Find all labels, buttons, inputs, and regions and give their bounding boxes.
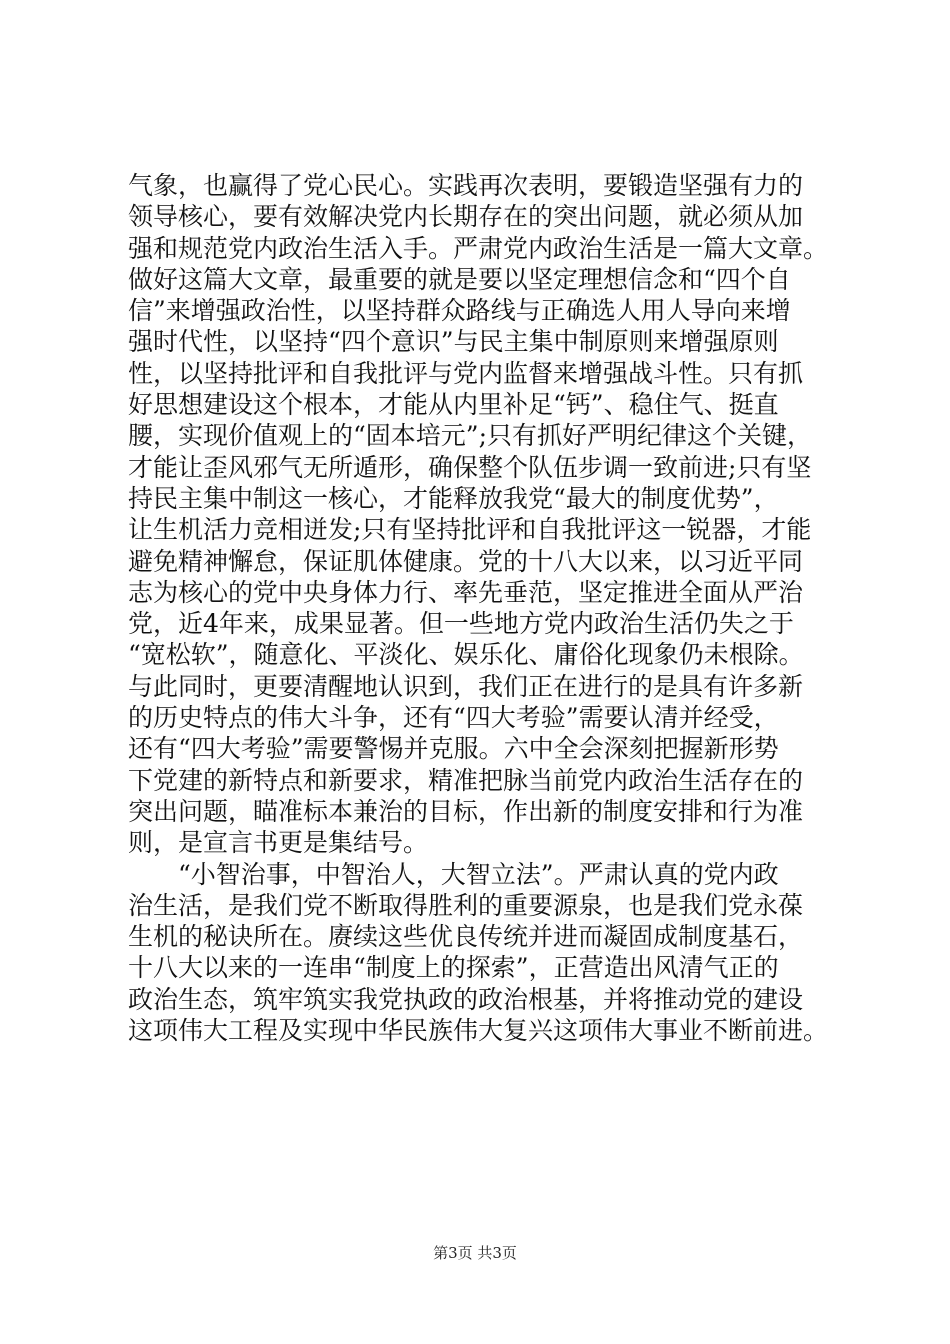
text-line: 性，以坚持批评和自我批评与党内监督来增强战斗性。只有抓 [128,358,804,388]
text-line: 信”来增强政治性，以坚持群众路线与正确选人用人导向来增 [128,296,791,326]
text-line: 做好这篇大文章，最重要的就是要以坚定理想信念和“四个自 [128,264,791,294]
text-line: 十八大以来的一连串“制度上的探索”，正营造出风清气正的 [128,953,779,983]
text-line: 生机的秘诀所在。赓续这些优良传统并进而凝固成制度基石， [128,922,804,952]
text-line: 下党建的新特点和新要求，精准把脉当前党内政治生活存在的 [128,765,804,795]
text-line: 强时代性，以坚持“四个意识”与民主集中制原则来增强原则 [128,327,779,357]
text-line: 避免精神懈怠，保证肌体健康。党的十八大以来，以习近平同 [128,546,804,576]
text-line: 气象，也赢得了党心民心。实践再次表明，要锻造坚强有力的 [128,171,804,200]
text-line: 志为核心的党中央身体力行、率先垂范，坚定推进全面从严治 [128,577,804,607]
paragraph-start-line: “小智治事，中智治人，大智立法”。严肃认真的党内政 [178,859,779,889]
body-text [128,170,848,1046]
text-line: 党，近4年来，成果显著。但一些地方党内政治生活仍失之于 [128,609,794,639]
text-line: 这项伟大工程及实现中华民族伟大复兴这项伟大事业不断前进。 [128,1016,829,1046]
text-line: 的历史特点的伟大斗争，还有“四大考验”需要认清并经受， [128,703,779,733]
text-line: 与此同时，更要清醒地认识到，我们正在进行的是具有许多新 [128,671,804,701]
text-line: 突出问题，瞄准标本兼治的目标，作出新的制度安排和行为准 [128,796,804,826]
text-line: 领导核心，要有效解决党内长期存在的突出问题，就必须从加 [128,202,804,232]
page-number-footer: 第3页 共3页 [433,1244,517,1262]
text-line: 才能让歪风邪气无所遁形，确保整个队伍步调一致前进;只有坚 [128,452,812,482]
text-line: 治生活，是我们党不断取得胜利的重要源泉，也是我们党永葆 [128,890,804,920]
text-line: 腰，实现价值观上的“固本培元”;只有抓好严明纪律这个关键， [128,421,812,451]
text-line: 强和规范党内政治生活入手。严肃党内政治生活是一篇大文章。 [128,233,829,263]
text-line: 则，是宣言书更是集结号。 [128,828,429,858]
text-line: 好思想建设这个根本，才能从内里补足“钙”、稳住气、挺直 [128,390,779,420]
text-line: 政治生态，筑牢筑实我党执政的政治根基，并将推动党的建设 [128,984,804,1014]
text-line: 持民主集中制这一核心，才能释放我党“最大的制度优势”， [128,483,779,513]
text-line: 让生机活力竞相迸发;只有坚持批评和自我批评这一锐器，才能 [128,515,812,545]
text-line: “宽松软”，随意化、平淡化、娱乐化、庸俗化现象仍未根除。 [128,640,804,670]
text-line: 还有“四大考验”需要警惕并克服。六中全会深刻把握新形势 [128,734,779,764]
